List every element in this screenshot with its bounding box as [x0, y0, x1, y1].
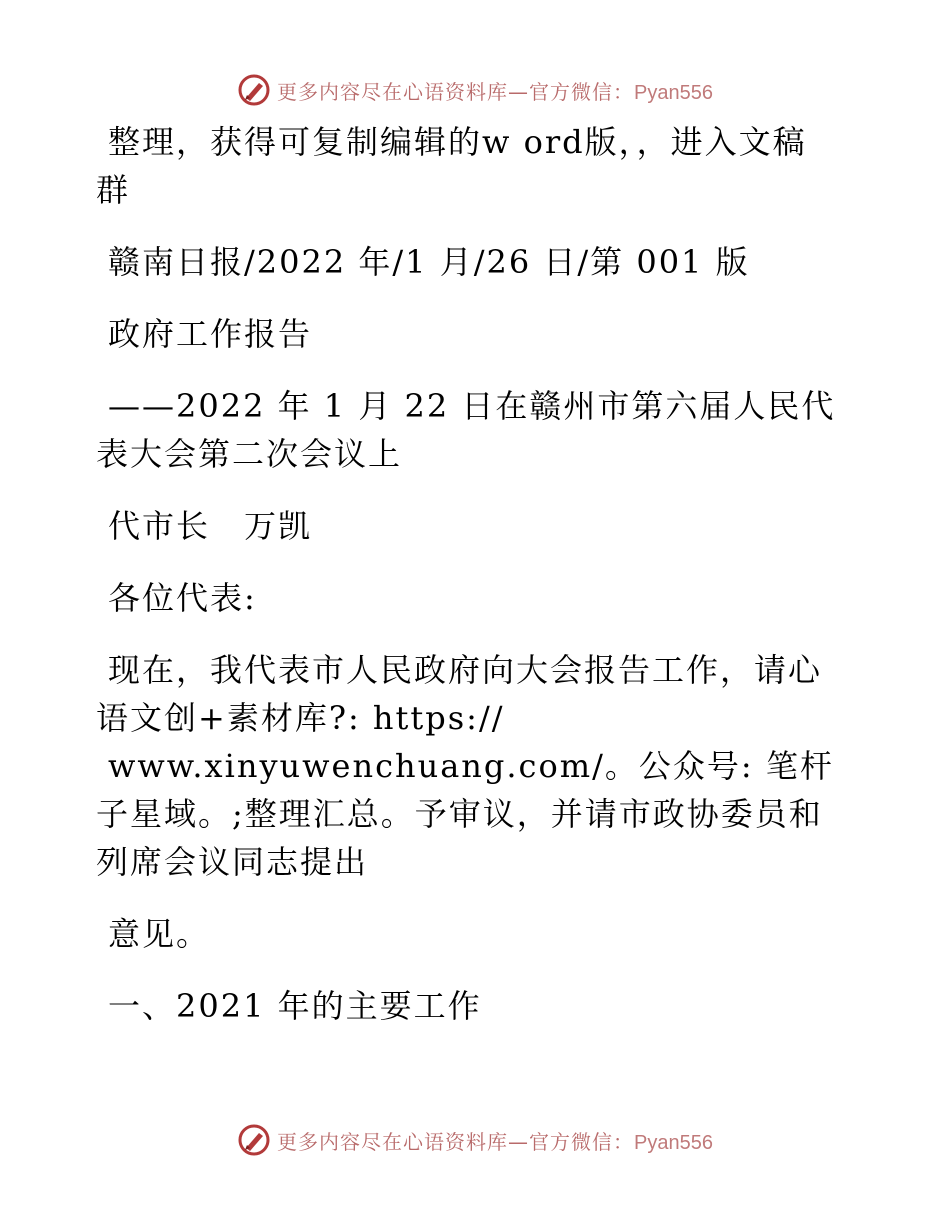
document-title: 政府工作报告	[108, 315, 313, 353]
paragraph-source: 赣南日报/2022 年/1 月/26 日/第 001 版	[108, 243, 750, 281]
paragraph-report-cont: www.xinyuwenchuang.com/。公众号: 笔杆子星域。;整理汇总。予审议，并请市政协委员和列席会议同志提出	[96, 747, 834, 881]
paragraph-author: 代市长 万凯	[108, 507, 313, 545]
footer-watermark	[0, 1120, 950, 1160]
paragraph-intro: 整理，获得可复制编辑的w ord版，，进入文稿群	[96, 123, 807, 209]
section-heading: 一、2021 年的主要工作	[108, 987, 482, 1025]
paragraph-salutation: 各位代表:	[108, 579, 257, 617]
paragraph-subtitle: ——2022 年 1 月 22 日在赣州市第六届人民代表大会第二次会议上	[96, 387, 836, 473]
watermark-wechat-id: Pyan556	[634, 1131, 713, 1154]
pen-logo-icon	[237, 1123, 271, 1157]
watermark-wechat-id: Pyan556	[634, 81, 713, 104]
pen-logo-icon	[237, 73, 271, 107]
header-watermark	[0, 70, 950, 110]
document-body	[96, 118, 836, 1054]
watermark-text: 更多内容尽在心语资料库—官方微信：Pyan556	[277, 79, 713, 104]
paragraph-opinion: 意见。	[108, 915, 211, 953]
paragraph-report-intro: 现在，我代表市人民政府向大会报告工作，请心语文创+素材库?: https://	[96, 651, 823, 737]
watermark-text: 更多内容尽在心语资料库—官方微信：Pyan556	[277, 1129, 713, 1154]
